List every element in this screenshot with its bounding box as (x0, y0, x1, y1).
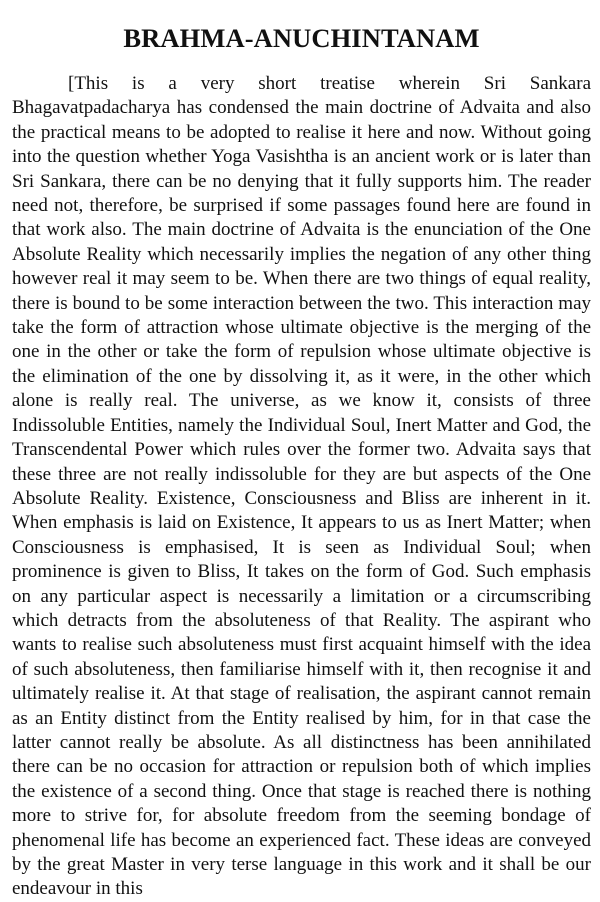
body-paragraph: [This is a very short treatise wherein Sri Sankara Bhagavatpadacharya has condensed the main doctrine of Advaita and also the practical means to be adopted to realise it here and now. Without going into the question whether Yoga Vasishtha is an ancient work or is later than Sri Sankara, there can be no denying that it fully supports him. The reader need not, therefore, be surprised if some passages found here are found in that work also. The main doctrine of Advaita is the enunciation of the One Absolute Reality which necessarily implies the negation of any other thing however real it may seem to be. When there are two things of equal reality, there is bound to be some interaction between the two. This interaction may take the form of attraction whose ultimate objective is the merging of the one in the other or take the form of repulsion whose ultimate objective is the elimination of the one by dissolving it, as it were, in the other which alone is really real. The universe, as we know it, consists of three Indissoluble Entities, namely the Individual Soul, Inert Matter and God, the Transcendental Power which rules over the former two. Advaita says that these three are not really indissoluble for they are but aspects of the One Absolute Reality. Existence, Consciousness and Bliss are inherent in it. When emphasis is laid on Existence, It appears to us as Inert Matter; when Consciousness is emphasised, It is seen as Individual Soul; when prominence is given to Bliss, It takes on the form of God. Such emphasis on any particular aspect is necessarily a limitation or a circumscribing which detracts from the absoluteness of that Reality. The aspirant who wants to realise such absoluteness must first acquaint himself with the idea of such absoluteness, then familiarise himself with it, then recognise it and ultimately realise it. At that stage of realisation, the aspirant cannot remain as an Entity distinct from the Entity realised by him, for in that case the latter cannot really be absolute. As all distinctness has been annihilated there can be no occasion for attraction or repulsion both of which implies the existence of a second thing. Once that stage is reached there is nothing more to strive for, for absolute freedom from the seeming bondage of phenomenal life has become an experienced fact. These ideas are conveyed by the great Master in very terse language in this work and it shall be our endeavour in this (12, 73, 591, 900)
page-title: BRAHMA-ANUCHINTANAM (123, 23, 480, 53)
